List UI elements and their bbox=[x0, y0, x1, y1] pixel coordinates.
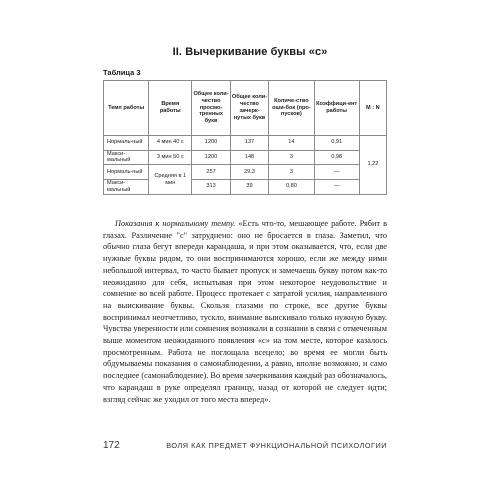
header-work-coefficient: Коэффици-ент работы bbox=[314, 81, 359, 136]
cell-viewed: 313 bbox=[192, 179, 230, 194]
page-number: 172 bbox=[103, 440, 120, 451]
cell-coefficient: 0,98 bbox=[314, 150, 359, 165]
header-time: Время работы bbox=[149, 81, 192, 136]
body-text bbox=[103, 218, 387, 405]
header-errors: Количе-ство оши-бок (про-пусков) bbox=[269, 81, 314, 136]
header-mn: M : N bbox=[359, 81, 386, 136]
cell-errors: 0,80 bbox=[269, 179, 314, 194]
cell-time: 3 мин 50 с bbox=[149, 150, 192, 165]
cell-mn-value: 1,22 bbox=[359, 136, 386, 195]
header-letters-viewed: Общее коли-чество просмо-тренных букв bbox=[192, 81, 230, 136]
cell-pace: Нормаль-ный bbox=[104, 136, 149, 151]
cell-crossed: 39 bbox=[230, 179, 268, 194]
paragraph-lead: Показания к нормальному темпу. bbox=[115, 219, 236, 228]
cell-coefficient: 0,91 bbox=[314, 136, 359, 151]
section-heading: II. Вычеркивание буквы «с» bbox=[172, 46, 328, 58]
header-pace: Темп работы bbox=[104, 81, 149, 136]
cell-crossed: 137 bbox=[230, 136, 268, 151]
header-letters-crossed: Общее коли-чество зачерк-нутых букв bbox=[230, 81, 268, 136]
cell-errors: 3 bbox=[269, 165, 314, 180]
cell-time: Средняя в 1 мин bbox=[149, 165, 192, 194]
page-footer bbox=[103, 440, 387, 451]
table-row bbox=[104, 179, 387, 194]
cell-pace: Нормаль-ный bbox=[104, 165, 149, 180]
cell-crossed: 148 bbox=[230, 150, 268, 165]
cell-errors: 14 bbox=[269, 136, 314, 151]
cell-pace: Макси-мальный bbox=[104, 150, 149, 165]
table-row bbox=[104, 136, 387, 151]
table-row bbox=[104, 150, 387, 165]
cell-viewed: 257 bbox=[192, 165, 230, 180]
cell-pace: Макси-мальный bbox=[104, 179, 149, 194]
table-caption: Таблица 3 bbox=[103, 68, 141, 77]
results-table bbox=[103, 80, 387, 195]
cell-viewed: 1200 bbox=[192, 150, 230, 165]
table-header-row bbox=[104, 81, 387, 136]
paragraph-text: «Есть что-то, мешающее работе. Рябит в глазах. Различение "с" затруднено: оно не бросается в глаза. Заметил, что обычно глаза бегут впереди карандаша, и при этом оказывается, что, если две нужные буквы рядом, то они воспринимаются хорошо, если же между ними небольшой интервал, то часто бывает пропуск и замечаешь букву потом как-то неожиданно для себя, испытывая при этом некоторое неудовольствие и сомнение во всей работе. Процесс протекает с затратой усилия, направленного на выискивание буквы. Скользя глазами по строке, все другие буквы воспринимал неотчетливо, тускло, внимание выискивало только нужную букву. Чувства уверенности или сомнения возникали в сознании в связи с отмеченным выше моментом неожиданного появления «с» на том месте, которое казалось просмотренным. Работа не поглощала всецело; во время ее могли быть обдумываемы показания о самонаблюдении, а равно, вполне возможно, и само последнее (самонаблюдение). Во время зачеркивания каждый раз обозначалось, что карандаш в руке определял границу, назад от которой не следует идти; взгляд сейчас же уходил от того места вперед». bbox=[103, 219, 387, 404]
cell-time: 4 мин 40 с bbox=[149, 136, 192, 151]
cell-viewed: 1200 bbox=[192, 136, 230, 151]
cell-coefficient: — bbox=[314, 165, 359, 180]
cell-errors: 3 bbox=[269, 150, 314, 165]
cell-crossed: 29,3 bbox=[230, 165, 268, 180]
body-paragraph bbox=[103, 218, 387, 405]
running-head: ВОЛЯ КАК ПРЕДМЕТ ФУНКЦИОНАЛЬНОЙ ПСИХОЛОГИИ bbox=[166, 441, 387, 450]
cell-coefficient: — bbox=[314, 179, 359, 194]
table-row bbox=[104, 165, 387, 180]
